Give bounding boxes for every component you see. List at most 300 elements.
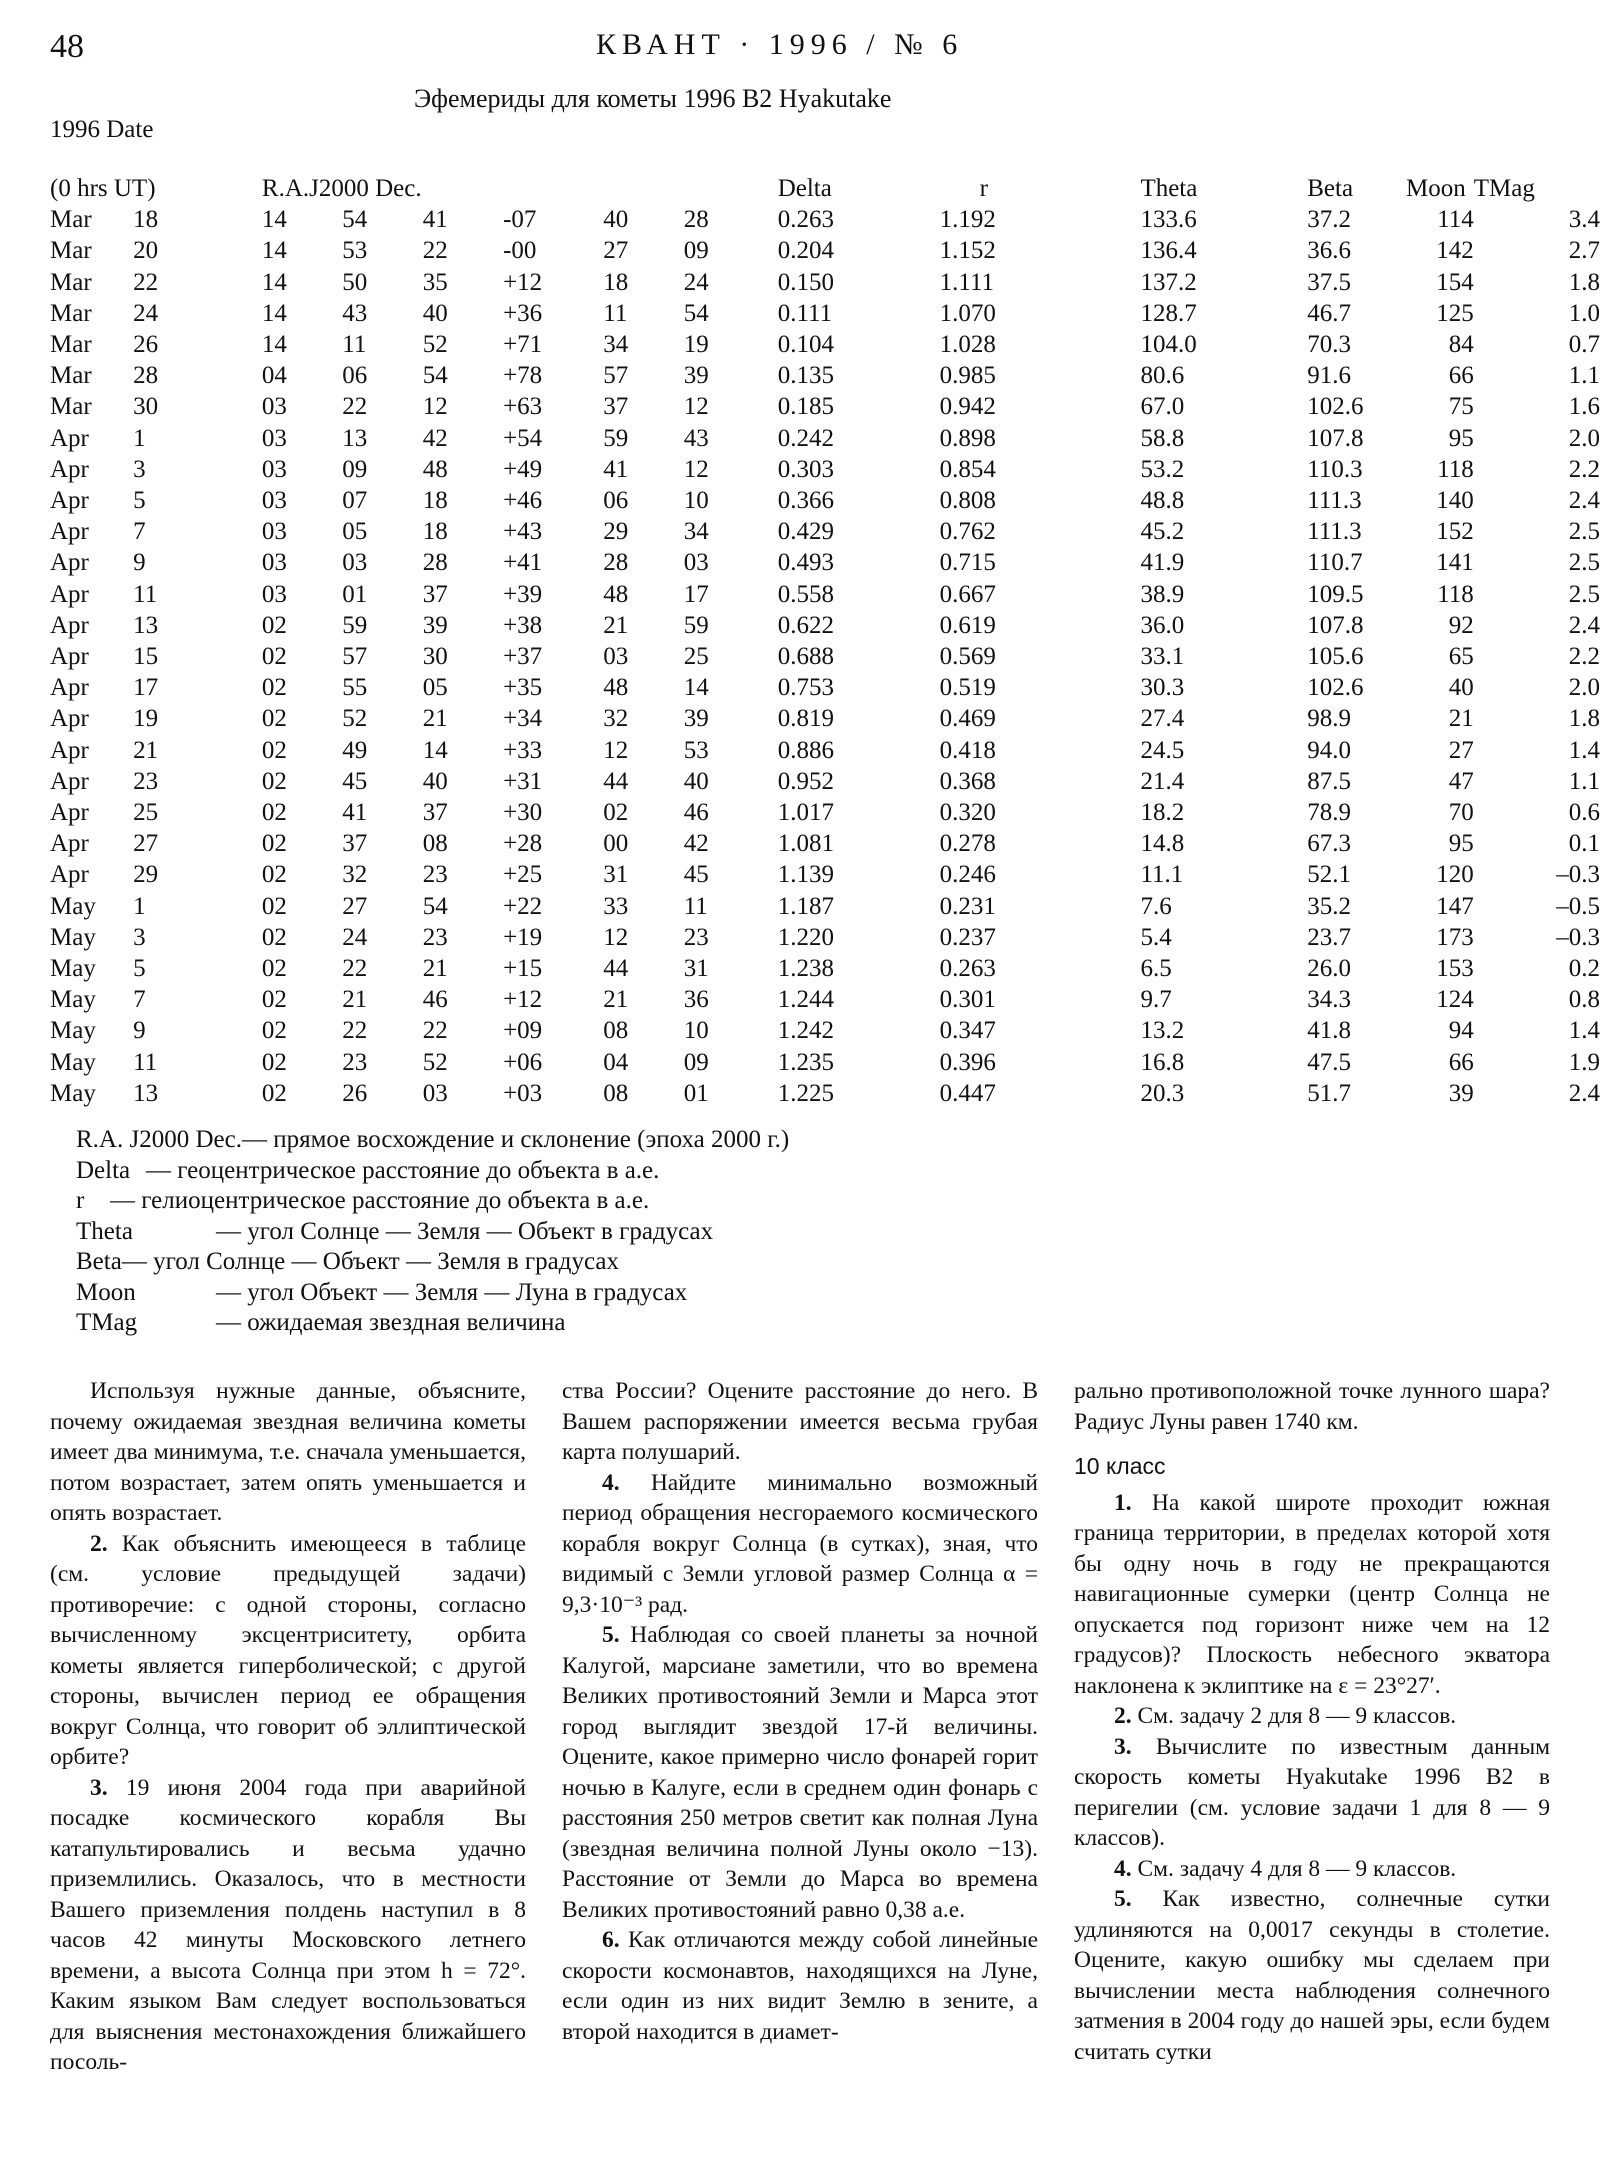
cell-dec-degrees: +34 — [503, 705, 543, 733]
cell-dec-seconds: 12 — [683, 455, 709, 483]
problem-number: 3. — [1114, 1733, 1132, 1760]
cell-tmag: 2.5 — [1568, 580, 1600, 608]
cell-theta: 20.3 — [1140, 1079, 1185, 1107]
cell-ra-minutes: 23 — [342, 1048, 368, 1076]
cell-r: 0.231 — [939, 892, 996, 920]
cell-day: 7 — [133, 518, 146, 546]
cell-ra-hours: 03 — [261, 455, 287, 483]
table-row — [50, 485, 1600, 516]
cell-theta: 11.1 — [1140, 861, 1184, 889]
cell-month: Apr — [50, 705, 89, 733]
cell-day: 13 — [133, 1079, 159, 1107]
table-row — [50, 672, 1600, 703]
cell-delta: 1.220 — [777, 923, 834, 951]
cell-dec-minutes: 28 — [603, 549, 629, 577]
cell-day: 28 — [133, 362, 159, 390]
cell-theta: 67.0 — [1140, 393, 1185, 421]
cell-beta: 94.0 — [1307, 736, 1351, 764]
table-row — [50, 516, 1600, 547]
cell-delta: 0.952 — [777, 767, 834, 795]
cell-dec-degrees: +03 — [503, 1079, 543, 1107]
cell-r: 0.715 — [939, 549, 996, 577]
cell-moon: 40 — [1448, 674, 1474, 702]
cell-day: 24 — [133, 299, 159, 327]
cell-delta: 0.204 — [777, 237, 834, 265]
cell-beta: 105.6 — [1307, 643, 1364, 671]
cell-beta: 34.3 — [1307, 986, 1351, 1014]
cell-beta: 37.2 — [1307, 206, 1351, 234]
cell-r: 0.854 — [939, 455, 996, 483]
cell-dec-seconds: 45 — [683, 861, 709, 889]
table-row — [50, 267, 1600, 298]
cell-day: 29 — [133, 861, 159, 889]
cell-theta: 27.4 — [1140, 705, 1185, 733]
cell-ra-minutes: 53 — [342, 237, 368, 265]
cell-dec-seconds: 34 — [683, 518, 709, 546]
legend — [76, 1125, 789, 1339]
cell-ra-minutes: 49 — [342, 736, 368, 764]
cell-ra-hours: 02 — [261, 611, 287, 639]
cell-ra-hours: 14 — [261, 268, 287, 296]
cell-delta: 1.225 — [777, 1079, 834, 1107]
grade10-problem-2 — [1074, 1701, 1550, 1732]
cell-month: Apr — [50, 861, 89, 889]
col-header-tmag: TMag — [1473, 175, 1535, 202]
cell-day: 9 — [133, 1017, 146, 1045]
problem-text: Как отличаются между собой линейные скорости космонавтов, находящихся на Луне, если один из них видит Землю в зените, а второй находится в диамет- — [562, 1927, 1038, 2045]
text-column-2 — [562, 1376, 1038, 2078]
cell-ra-minutes: 45 — [342, 767, 368, 795]
legend-definition: — прямое восхождение и склонение (эпоха 2000 г.) — [241, 1126, 790, 1153]
cell-beta: 107.8 — [1307, 424, 1364, 452]
cell-tmag: 2.0 — [1568, 424, 1600, 452]
cell-ra-minutes: 59 — [342, 611, 368, 639]
cell-tmag: 2.5 — [1568, 518, 1600, 546]
cell-ra-minutes: 21 — [342, 986, 368, 1014]
problem-number: 5. — [1114, 1886, 1132, 1912]
cell-ra-seconds: 12 — [422, 393, 448, 421]
table-row — [50, 953, 1600, 984]
cell-dec-minutes: 00 — [603, 830, 629, 858]
cell-beta: 46.7 — [1307, 299, 1351, 327]
col-header-radec: R.A.J2000 Dec. — [261, 175, 422, 202]
problem-text: Наблюдая со своей планеты за ночной Калугой, марсиане заметили, что во времена Великих противостояний Земли и Марса этот город выглядит звездой 17-й величины. Оцените, какое примерно число фонарей горит ночью в Калуге, если в среднем один фонарь с расстояния 250 метров светит как полная Луна (звездная величина полной Луны около −13). Расстояние от Земли до Марса во времена Великих противостояний равно 0,38 а.е. — [562, 1622, 1038, 1923]
cell-day: 25 — [133, 799, 159, 827]
cell-dec-seconds: 11 — [683, 892, 708, 920]
cell-tmag: 2.2 — [1568, 455, 1600, 483]
cell-dec-degrees: +35 — [503, 674, 543, 702]
legend-term: Moon — [76, 1278, 136, 1306]
problem-text: Как известно, солнечные сутки удлиняются на 0,0017 секунды в столетие. Оцените, какую ошибку мы сделаем при вычислении места наблюдения солнечного затмения в 2004 году до нашей эры, если будем считать сутки — [1074, 1886, 1550, 2065]
cell-ra-minutes: 03 — [342, 549, 368, 577]
table-row — [50, 329, 1600, 360]
cell-dec-minutes: 08 — [603, 1017, 629, 1045]
cell-beta: 67.3 — [1307, 830, 1351, 858]
cell-month: May — [50, 923, 96, 951]
cell-moon: 21 — [1448, 705, 1474, 733]
cell-moon: 154 — [1436, 268, 1474, 296]
table-row — [50, 360, 1600, 391]
cell-theta: 80.6 — [1140, 362, 1185, 390]
cell-dec-seconds: 28 — [683, 206, 709, 234]
cell-tmag: 2.4 — [1568, 487, 1600, 515]
table-row — [50, 1078, 1600, 1109]
cell-theta: 5.4 — [1140, 923, 1172, 951]
table-row — [50, 1047, 1600, 1078]
cell-month: Apr — [50, 643, 89, 671]
cell-r: 0.469 — [939, 705, 996, 733]
legend-definition: — ожидаемая звездная величина — [216, 1309, 566, 1336]
cell-moon: 140 — [1436, 487, 1474, 515]
problem-6-continuation: рально противоположной точке лунного шара? Радиус Луны равен 1740 км. — [1074, 1378, 1550, 1435]
cell-r: 0.278 — [939, 830, 996, 858]
cell-dec-minutes: 44 — [603, 767, 629, 795]
cell-ra-seconds: 52 — [422, 331, 448, 359]
cell-ra-minutes: 57 — [342, 643, 368, 671]
legend-term: Delta — [76, 1156, 131, 1184]
table-row — [50, 547, 1600, 578]
legend-definition: — геоцентрическое расстояние до объекта в а.е. — [146, 1156, 660, 1184]
cell-moon: 125 — [1436, 299, 1474, 327]
cell-dec-degrees: +30 — [503, 799, 543, 827]
cell-r: 0.320 — [939, 799, 996, 827]
cell-dec-degrees: +09 — [503, 1017, 543, 1045]
cell-dec-seconds: 40 — [683, 767, 709, 795]
cell-ra-minutes: 13 — [342, 424, 368, 452]
cell-dec-minutes: 18 — [603, 268, 629, 296]
cell-beta: 107.8 — [1307, 611, 1364, 639]
cell-beta: 110.3 — [1307, 455, 1363, 483]
cell-beta: 91.6 — [1307, 362, 1351, 390]
cell-dec-minutes: 59 — [603, 424, 629, 452]
cell-tmag: 1.0 — [1568, 299, 1600, 327]
cell-r: 0.418 — [939, 736, 996, 764]
ephemeris-table — [50, 173, 1600, 1109]
table-row — [50, 204, 1600, 235]
grade10-problem-5 — [1074, 1884, 1550, 2067]
cell-tmag: 1.1 — [1568, 362, 1600, 390]
problem-number: 2. — [90, 1530, 108, 1557]
table-row — [50, 828, 1600, 859]
page-number: 48 — [50, 28, 84, 65]
cell-delta: 1.242 — [777, 1017, 834, 1045]
cell-ra-hours: 04 — [261, 362, 287, 390]
table-row — [50, 454, 1600, 485]
cell-r: 0.985 — [939, 362, 996, 390]
cell-beta: 87.5 — [1307, 767, 1351, 795]
cell-r: 0.519 — [939, 674, 996, 702]
cell-dec-minutes: 31 — [603, 861, 629, 889]
legend-definition: — угол Солнце — Объект — Земля в градусах — [121, 1248, 619, 1275]
cell-ra-seconds: 08 — [422, 830, 448, 858]
cell-moon: 66 — [1448, 1048, 1474, 1076]
cell-dec-seconds: 19 — [683, 331, 709, 359]
cell-theta: 9.7 — [1140, 986, 1172, 1014]
cell-ra-seconds: 54 — [422, 892, 448, 920]
cell-ra-hours: 02 — [261, 705, 287, 733]
cell-ra-seconds: 39 — [422, 611, 448, 639]
cell-month: May — [50, 892, 96, 920]
table-row — [50, 766, 1600, 797]
cell-beta: 70.3 — [1307, 331, 1351, 359]
cell-dec-minutes: 12 — [603, 923, 629, 951]
cell-month: May — [50, 955, 96, 983]
cell-day: 15 — [133, 643, 159, 671]
grade10-problem-1 — [1074, 1488, 1550, 1702]
cell-moon: 118 — [1437, 580, 1474, 608]
cell-theta: 41.9 — [1140, 549, 1185, 577]
cell-ra-seconds: 23 — [422, 861, 448, 889]
cell-tmag: –0.3 — [1556, 861, 1600, 889]
cell-delta: 0.558 — [777, 580, 834, 608]
cell-ra-hours: 03 — [261, 580, 287, 608]
cell-dec-degrees: +36 — [503, 299, 543, 327]
cell-theta: 133.6 — [1140, 206, 1197, 234]
cell-dec-minutes: 21 — [603, 986, 629, 1014]
cell-dec-minutes: 04 — [603, 1048, 629, 1076]
cell-theta: 128.7 — [1140, 299, 1197, 327]
cell-dec-degrees: +33 — [503, 736, 543, 764]
running-head: КВАНТ · 1996 / № 6 — [596, 28, 964, 61]
cell-beta: 102.6 — [1307, 393, 1364, 421]
legend-term: Beta — [76, 1248, 122, 1275]
legend-item — [76, 1308, 789, 1339]
cell-moon: 95 — [1448, 830, 1474, 858]
cell-theta: 14.8 — [1140, 830, 1185, 858]
cell-r: 0.301 — [939, 986, 996, 1014]
cell-month: Apr — [50, 549, 89, 577]
cell-delta: 0.242 — [777, 424, 834, 452]
cell-r: 0.246 — [939, 861, 996, 889]
cell-day: 26 — [133, 331, 159, 359]
cell-moon: 47 — [1448, 767, 1474, 795]
cell-ra-hours: 02 — [261, 955, 287, 983]
cell-ra-minutes: 11 — [342, 331, 367, 359]
cell-dec-minutes: 12 — [603, 736, 629, 764]
cell-ra-seconds: 35 — [422, 268, 448, 296]
cell-tmag: 2.7 — [1568, 237, 1600, 265]
cell-ra-seconds: 18 — [422, 487, 448, 515]
cell-month: May — [50, 1079, 96, 1107]
cell-month: Mar — [50, 237, 92, 265]
problem-3-continuation: ства России? Оцените расстояние до него. В Вашем распоряжении имеется весьма грубая карта полушарий. — [562, 1378, 1038, 1465]
cell-delta: 0.111 — [777, 299, 833, 327]
problem-number: 4. — [1114, 1855, 1132, 1882]
cell-moon: 95 — [1448, 424, 1474, 452]
cell-theta: 58.8 — [1140, 424, 1185, 452]
cell-tmag: 2.5 — [1568, 549, 1600, 577]
cell-dec-degrees: +25 — [503, 861, 543, 889]
cell-ra-seconds: 41 — [422, 206, 448, 234]
table-body — [50, 204, 1600, 1109]
cell-delta: 1.017 — [777, 799, 834, 827]
cell-r: 0.263 — [939, 955, 996, 983]
cell-moon: 66 — [1448, 362, 1474, 390]
problem-5 — [562, 1620, 1038, 1925]
cell-delta: 1.235 — [777, 1048, 834, 1076]
cell-ra-minutes: 22 — [342, 1017, 368, 1045]
table-row — [50, 610, 1600, 641]
cell-r: 0.898 — [939, 424, 996, 452]
table-title: Эфемериды для кометы 1996 B2 Hyakutake — [414, 84, 892, 113]
cell-dec-degrees: +38 — [503, 611, 543, 639]
cell-moon: 147 — [1436, 892, 1474, 920]
cell-moon: 92 — [1448, 611, 1474, 639]
cell-tmag: 1.8 — [1568, 705, 1600, 733]
cell-ra-hours: 03 — [261, 518, 287, 546]
cell-dec-degrees: -00 — [503, 237, 537, 265]
cell-ra-minutes: 24 — [342, 923, 368, 951]
cell-theta: 18.2 — [1140, 799, 1185, 827]
cell-delta: 0.366 — [777, 487, 834, 515]
cell-dec-degrees: +63 — [503, 393, 543, 421]
cell-ra-minutes: 52 — [342, 705, 368, 733]
cell-tmag: 0.6 — [1568, 799, 1600, 827]
cell-beta: 109.5 — [1307, 580, 1364, 608]
cell-ra-seconds: 23 — [422, 923, 448, 951]
cell-dec-seconds: 46 — [683, 799, 709, 827]
cell-dec-degrees: +12 — [503, 268, 543, 296]
cell-dec-seconds: 54 — [683, 299, 709, 327]
cell-dec-degrees: +12 — [503, 986, 543, 1014]
cell-dec-minutes: 32 — [603, 705, 629, 733]
cell-r: 0.396 — [939, 1048, 996, 1076]
cell-dec-seconds: 42 — [683, 830, 709, 858]
cell-day: 7 — [133, 986, 146, 1014]
cell-moon: 173 — [1436, 923, 1474, 951]
cell-ra-seconds: 18 — [422, 518, 448, 546]
cell-ra-hours: 02 — [261, 767, 287, 795]
cell-delta: 1.081 — [777, 830, 834, 858]
cell-beta: 52.1 — [1307, 861, 1351, 889]
cell-delta: 1.244 — [777, 986, 834, 1014]
cell-ra-hours: 02 — [261, 892, 287, 920]
cell-month: Apr — [50, 455, 89, 483]
grade10-problem-4 — [1074, 1854, 1550, 1885]
cell-tmag: 2.2 — [1568, 643, 1600, 671]
cell-theta: 21.4 — [1140, 767, 1185, 795]
cell-beta: 51.7 — [1307, 1079, 1351, 1107]
cell-theta: 137.2 — [1140, 268, 1197, 296]
problem-2 — [50, 1529, 526, 1773]
cell-dec-seconds: 01 — [683, 1079, 709, 1107]
cell-tmag: 0.2 — [1568, 955, 1600, 983]
cell-dec-degrees: +28 — [503, 830, 543, 858]
cell-r: 1.070 — [939, 299, 996, 327]
legend-definition: — гелиоцентрическое расстояние до объекта в а.е. — [110, 1187, 650, 1214]
cell-month: Mar — [50, 206, 92, 234]
cell-r: 0.808 — [939, 487, 996, 515]
cell-moon: 94 — [1448, 1017, 1474, 1045]
cell-ra-hours: 02 — [261, 643, 287, 671]
cell-r: 0.447 — [939, 1079, 996, 1107]
cell-ra-seconds: 37 — [422, 580, 448, 608]
table-row — [50, 298, 1600, 329]
cell-day: 23 — [133, 767, 159, 795]
cell-moon: 114 — [1437, 206, 1474, 234]
cell-month: May — [50, 986, 96, 1014]
cell-dec-minutes: 48 — [603, 674, 629, 702]
cell-month: May — [50, 1017, 96, 1045]
cell-month: Apr — [50, 767, 89, 795]
cell-dec-minutes: 08 — [603, 1079, 629, 1107]
cell-beta: 37.5 — [1307, 268, 1351, 296]
cell-moon: 70 — [1448, 799, 1474, 827]
cell-theta: 36.0 — [1140, 611, 1185, 639]
cell-dec-seconds: 59 — [683, 611, 709, 639]
cell-r: 0.619 — [939, 611, 996, 639]
cell-ra-minutes: 06 — [342, 362, 368, 390]
cell-theta: 33.1 — [1140, 643, 1185, 671]
cell-ra-hours: 03 — [261, 393, 287, 421]
cell-ra-hours: 02 — [261, 923, 287, 951]
cell-dec-minutes: 06 — [603, 487, 629, 515]
cell-dec-minutes: 11 — [603, 299, 628, 327]
cell-day: 11 — [133, 580, 158, 608]
cell-beta: 78.9 — [1307, 799, 1351, 827]
legend-term: Theta — [76, 1217, 133, 1245]
cell-dec-degrees: +39 — [503, 580, 543, 608]
cell-day: 5 — [133, 487, 146, 515]
cell-tmag: 3.4 — [1568, 206, 1600, 234]
cell-ra-seconds: 46 — [422, 986, 448, 1014]
cell-delta: 0.493 — [777, 549, 834, 577]
problem-text: См. задачу 4 для 8 — 9 классов. — [1131, 1855, 1457, 1882]
cell-dec-degrees: +37 — [503, 643, 543, 671]
cell-moon: 120 — [1436, 861, 1474, 889]
cell-day: 18 — [133, 206, 159, 234]
cell-delta: 1.139 — [777, 861, 834, 889]
date-label: 1996 Date — [50, 116, 154, 143]
cell-tmag: 1.4 — [1568, 1017, 1600, 1045]
cell-r: 1.111 — [939, 268, 995, 296]
cell-tmag: 1.8 — [1568, 268, 1600, 296]
cell-dec-seconds: 23 — [683, 923, 709, 951]
cell-dec-degrees: +43 — [503, 518, 543, 546]
cell-month: Mar — [50, 331, 92, 359]
cell-ra-minutes: 54 — [342, 206, 368, 234]
cell-day: 30 — [133, 393, 159, 421]
problem-text: См. задачу 2 для 8 — 9 классов. — [1131, 1703, 1457, 1729]
cell-ra-hours: 03 — [261, 487, 287, 515]
cell-r: 0.762 — [939, 518, 996, 546]
cell-ra-minutes: 37 — [342, 830, 368, 858]
legend-item — [76, 1125, 789, 1156]
cell-ra-hours: 02 — [261, 1079, 287, 1107]
cell-dec-degrees: +22 — [503, 892, 543, 920]
cell-dec-degrees: +54 — [503, 424, 543, 452]
table-row — [50, 984, 1600, 1015]
legend-term: TMag — [76, 1309, 138, 1336]
cell-dec-seconds: 43 — [683, 424, 709, 452]
cell-dec-minutes: 44 — [603, 955, 629, 983]
cell-ra-minutes: 50 — [342, 268, 368, 296]
cell-theta: 13.2 — [1140, 1017, 1185, 1045]
cell-theta: 24.5 — [1140, 736, 1185, 764]
col-header-r: r — [979, 175, 988, 202]
cell-day: 11 — [133, 1048, 158, 1076]
cell-dec-seconds: 03 — [683, 549, 709, 577]
cell-ra-hours: 02 — [261, 1048, 287, 1076]
cell-tmag: 2.4 — [1568, 611, 1600, 639]
cell-r: 0.569 — [939, 643, 996, 671]
cell-ra-seconds: 48 — [422, 455, 448, 483]
cell-moon: 153 — [1436, 955, 1474, 983]
cell-tmag: –0.5 — [1556, 892, 1600, 920]
problem-1-continuation: Используя нужные данные, объясните, почему ожидаемая звездная величина кометы имеет два минимума, т.е. сначала уменьшается, потом возрастает, затем опять уменьшается и опять возрастает. — [50, 1378, 526, 1526]
col-header-date: (0 hrs UT) — [50, 175, 156, 202]
cell-delta: 0.753 — [777, 674, 834, 702]
